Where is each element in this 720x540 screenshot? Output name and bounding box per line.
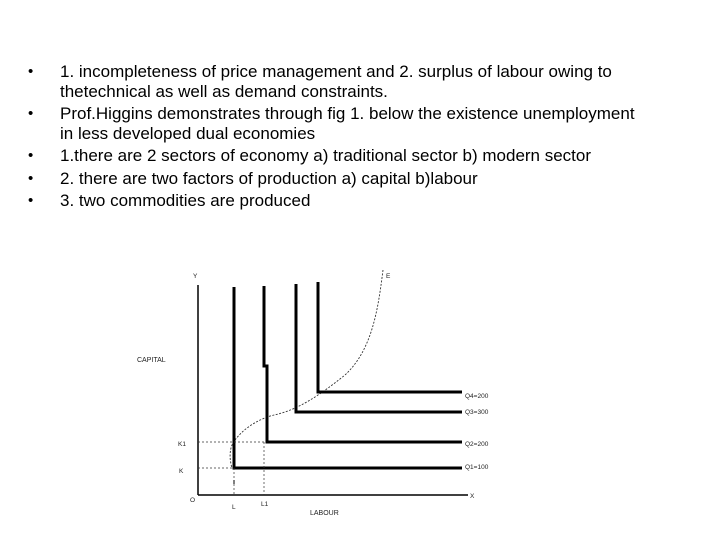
k-label: K	[179, 468, 184, 475]
bullet-text: 1. incompleteness of price management and 2. surplus of labour owing to thetechnical as well as demand constraints.	[60, 62, 612, 101]
expansion-path-label: E	[386, 273, 391, 280]
expansion-path-curve	[230, 270, 383, 468]
bullet-marker: •	[28, 169, 34, 187]
q4-label: Q4=200	[465, 393, 489, 400]
isoquant-q4	[318, 282, 462, 392]
q2-label: Q2=200	[465, 441, 489, 448]
l-label: L	[232, 504, 236, 511]
k1-label: K1	[178, 441, 186, 448]
l1-label: L1	[261, 501, 269, 508]
bullet-marker: •	[28, 63, 34, 80]
labour-axis-label: LABOUR	[310, 510, 339, 517]
bullet-marker: •	[28, 192, 34, 209]
q3-label: Q3=300	[465, 409, 489, 416]
bullet-marker: •	[28, 105, 34, 122]
bullet-text: 3. two commodities are produced	[60, 191, 311, 210]
bullet-text: 1.there are 2 sectors of economy a) traditional sector b) modern sector	[60, 146, 592, 165]
bullet-text: Prof.Higgins demonstrates through fig 1. below the existence unemployment in less developed dual economies	[60, 104, 635, 143]
origin-label: O	[190, 497, 196, 504]
isoquant-q2	[264, 286, 462, 442]
bullet-text: 2. there are two factors of production a) capital b)labour	[60, 168, 478, 188]
y-axis-label: Y	[193, 273, 198, 280]
q1-label: Q1=100	[465, 464, 489, 471]
capital-axis-label: CAPITAL	[137, 357, 166, 364]
x-axis-label: X	[470, 493, 475, 500]
bullet-marker: •	[28, 147, 34, 164]
